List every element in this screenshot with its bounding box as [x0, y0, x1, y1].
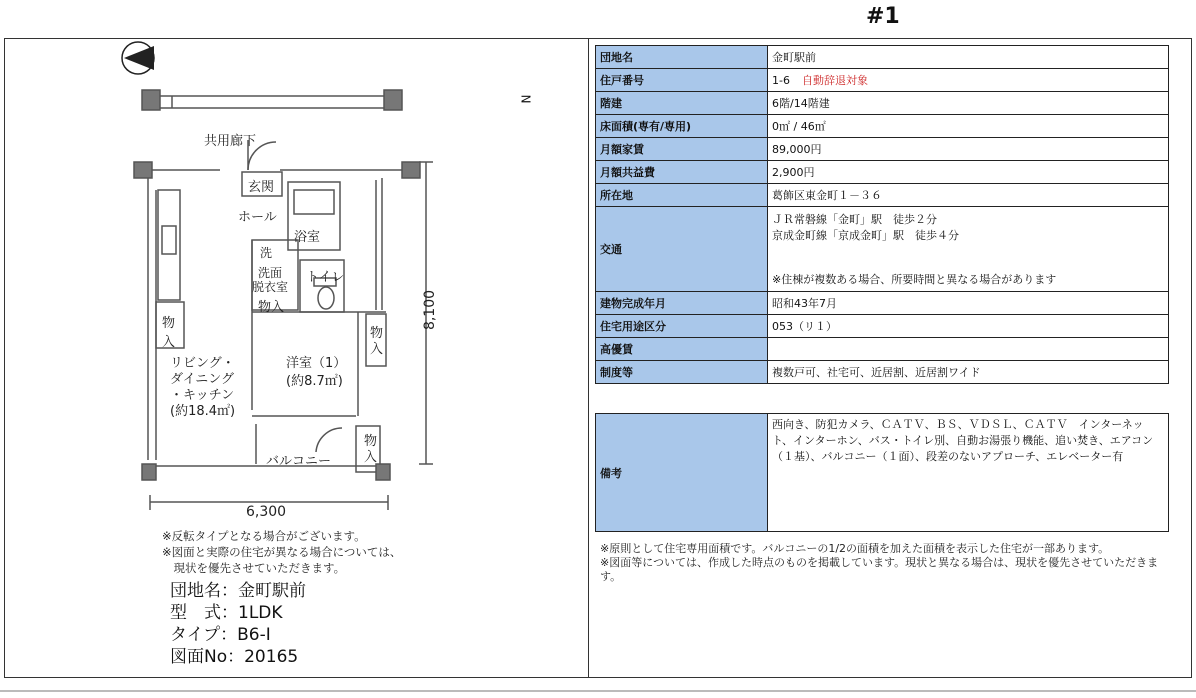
plan-notes — [162, 528, 401, 576]
label-ldk-area: (約18.4㎡) — [170, 404, 236, 419]
table-row — [596, 315, 1169, 338]
system-value: 複数戸可、社宅可、近居割、近居割ワイド — [768, 361, 1169, 384]
unit-value: 1-6 — [772, 74, 790, 87]
page-number: #1 — [866, 4, 900, 29]
label-dressing: 脱衣室 — [252, 280, 289, 294]
plan-note: ※反転タイプとなる場合がございます。 — [162, 529, 366, 543]
remarks-label: 備考 — [596, 414, 768, 532]
built-value: 昭和43年7月 — [768, 292, 1169, 315]
plan-note: 現状を優先させていただきます。 — [162, 561, 346, 575]
area-label: 床面積(専有/専用) — [596, 115, 768, 138]
address-value: 葛飾区東金町１－３６ — [768, 184, 1169, 207]
floor-plan-drawing — [120, 40, 580, 520]
label-ldk-3: ・キッチン — [170, 388, 235, 403]
footnotes — [600, 542, 1168, 584]
label-storage-3b: 入 — [370, 342, 384, 357]
label-toilet: トイレ — [306, 270, 345, 285]
table-row — [596, 161, 1169, 184]
table-row — [596, 46, 1169, 69]
rent-label: 月額家賃 — [596, 138, 768, 161]
remarks-value: 西向き、防犯カメラ、ＣＡＴＶ、ＢＳ、ＶＤＳＬ、ＣＡＴＶ インターネット、インターホン、バス・トイレ別、自動お湯張り機能、追い焚き、エアコン（１基）、バルコニー（１面）、段差のないアプローチ、エレベーター有 — [768, 414, 1169, 532]
center-divider — [588, 38, 589, 677]
label-bath: 浴室 — [294, 230, 321, 245]
priority-label: 高優賃 — [596, 338, 768, 361]
remarks-table — [595, 413, 1169, 532]
zoning-label: 住宅用途区分 — [596, 315, 768, 338]
unit-flag: 自動辞退対象 — [801, 74, 868, 87]
label-hall: ホール — [238, 210, 277, 225]
floor-label: 階建 — [596, 92, 768, 115]
footnote: ※原則として住宅専用面積です。バルコニーの1/2の面積を加えた面積を表示した住宅が一部あります。 — [600, 542, 1110, 555]
table-row — [596, 115, 1169, 138]
floor-plan — [120, 40, 580, 520]
label-storage-2: 物入 — [162, 316, 176, 350]
plan-info-number: 図面No：20165 — [170, 647, 299, 667]
label-washroom: 洗面 — [258, 266, 283, 280]
transit-cell — [768, 207, 1169, 292]
table-row — [596, 92, 1169, 115]
transit-line-1: ＪＲ常磐線「金町」駅 徒歩２分 — [772, 213, 937, 226]
label-ldk-1: リビング・ — [170, 356, 235, 371]
label-storage-5: 物 — [364, 434, 378, 449]
fee-value: 2,900円 — [768, 161, 1169, 184]
table-row — [596, 338, 1169, 361]
zoning-value: 053（リ１） — [768, 315, 1169, 338]
transit-note: ※住棟が複数ある場合、所要時間と異なる場合があります — [772, 273, 1057, 286]
label-storage-5b: 入 — [364, 450, 378, 465]
rent-value: 89,000円 — [768, 138, 1169, 161]
system-label: 制度等 — [596, 361, 768, 384]
compass-north-label: N — [519, 94, 534, 104]
label-balcony: バルコニー — [266, 454, 332, 469]
unit-label: 住戸番号 — [596, 69, 768, 92]
dimension-width: 6,300 — [246, 504, 287, 520]
table-row — [596, 414, 1169, 532]
unit-cell — [768, 69, 1169, 92]
label-corridor: 共用廊下 — [204, 134, 257, 149]
table-row — [596, 361, 1169, 384]
plan-info-type: 型 式：1LDK — [170, 603, 283, 623]
footnote: ※図面等については、作成した時点のものを掲載しています。現状と異なる場合は、現状を優先させていただきます。 — [600, 556, 1159, 583]
address-label: 所在地 — [596, 184, 768, 207]
bottom-divider — [0, 690, 1196, 692]
plan-note: ※図面と実際の住宅が異なる場合については、 — [162, 545, 402, 559]
table-row — [596, 292, 1169, 315]
plan-info — [170, 580, 306, 668]
plan-info-variant: タイプ：B6-Ⅰ — [170, 625, 271, 645]
transit-label: 交通 — [596, 207, 768, 292]
dimension-height: 8,100 — [422, 289, 439, 331]
built-label: 建物完成年月 — [596, 292, 768, 315]
danchi-value: 金町駅前 — [768, 46, 1169, 69]
table-row — [596, 207, 1169, 292]
floor-value: 6階/14階建 — [768, 92, 1169, 115]
label-western-area: (約8.7㎡) — [286, 374, 343, 389]
label-western-room: 洋室（1） — [286, 356, 347, 371]
table-row — [596, 69, 1169, 92]
label-ldk-2: ダイニング — [170, 372, 234, 387]
fee-label: 月額共益費 — [596, 161, 768, 184]
plan-info-name: 団地名：金町駅前 — [170, 581, 306, 601]
table-row — [596, 184, 1169, 207]
table-row — [596, 138, 1169, 161]
priority-value — [768, 338, 1169, 361]
danchi-label: 団地名 — [596, 46, 768, 69]
property-table — [595, 45, 1169, 384]
label-entrance: 玄関 — [248, 180, 275, 195]
label-storage-3: 物 — [370, 326, 384, 341]
label-storage-1: 物入 — [258, 300, 285, 315]
compass-icon — [120, 40, 156, 76]
label-wash: 洗 — [260, 246, 273, 260]
transit-line-2: 京成金町線「京成金町」駅 徒歩４分 — [772, 229, 959, 242]
area-value: 0㎡ / 46㎡ — [768, 115, 1169, 138]
